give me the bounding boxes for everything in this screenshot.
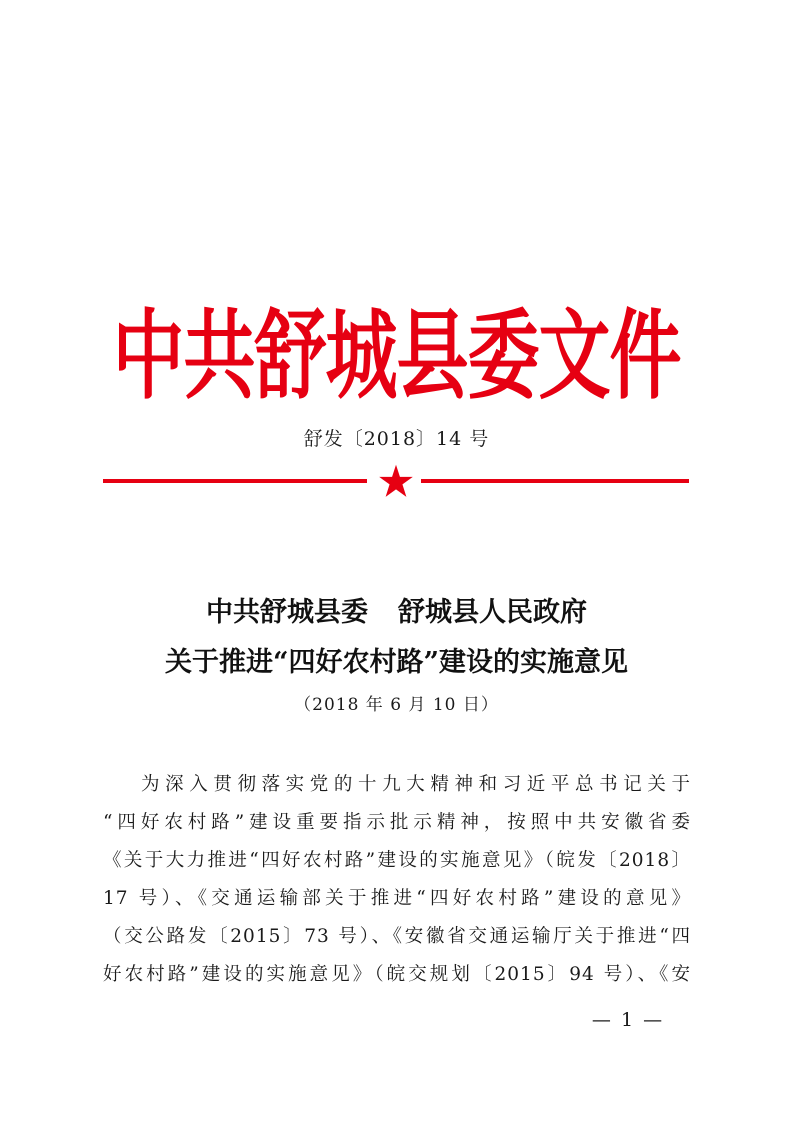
document-issuers [0, 590, 793, 629]
document-date: （2018 年 6 月 10 日） [294, 695, 499, 715]
body-line: （交公路发〔2015〕73 号）、《安徽省交通运输厅关于推进“四 [103, 926, 691, 947]
body-paragraph [103, 766, 691, 994]
star-icon [378, 464, 414, 498]
body-line: 为深入贯彻落实党的十九大精神和习近平总书记关于 [141, 774, 691, 795]
body-line: 17 号）、《交通运输部关于推进“四好农村路”建设的意见》 [103, 888, 691, 909]
red-divider [103, 466, 689, 496]
page-number: — 1 — [591, 1009, 665, 1031]
body-line: 好农村路”建设的实施意见》（皖交规划〔2015〕94 号）、《安 [103, 964, 691, 985]
body-line: “四好农村路”建设重要指示批示精神，按照中共安徽省委 [103, 812, 691, 833]
issuer-party: 中共舒城县委 [206, 597, 368, 628]
body-line: 《关于大力推进“四好农村路”建设的实施意见》（皖发〔2018〕 [103, 850, 691, 871]
masthead-title: 中共舒城县委文件 [112, 299, 681, 413]
document-subject: 关于推进“四好农村路”建设的实施意见 [164, 647, 629, 678]
divider-line-right [421, 479, 689, 483]
divider-line-left [103, 479, 367, 483]
issuer-government: 舒城县人民政府 [398, 597, 587, 628]
document-number: 舒发〔2018〕14 号 [303, 428, 490, 450]
